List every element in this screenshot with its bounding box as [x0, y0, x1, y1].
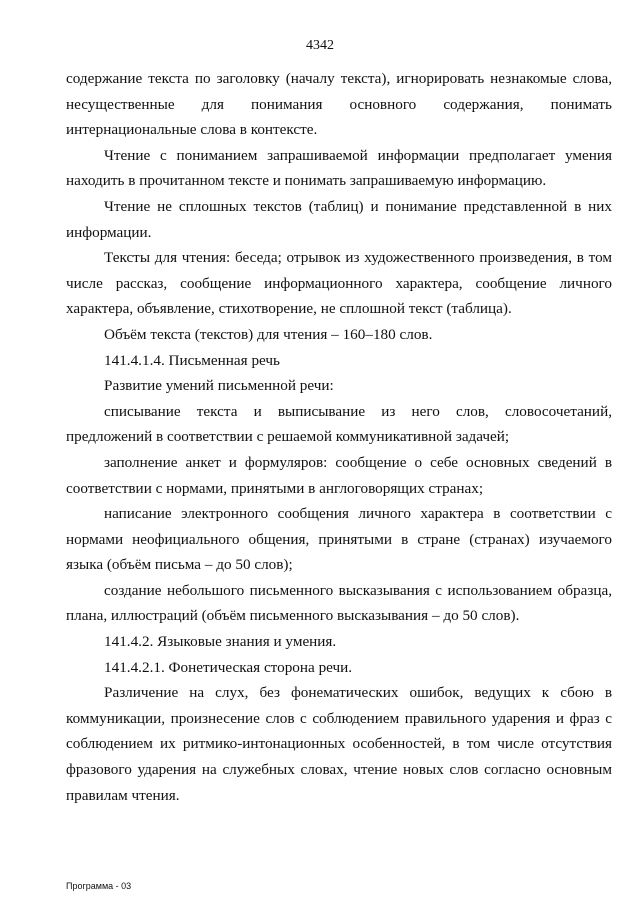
page-footer: Программа - 03 [66, 881, 132, 891]
section-heading-writing: 141.4.1.4. Письменная речь [104, 351, 280, 369]
paragraph-continuation: содержание текста по заголовку (началу текста), игнорировать незнакомые слова, несущественные для понимания основного содержания, понимать интернациональные слова в контексте. [66, 70, 612, 139]
paragraph-writing-email: написание электронного сообщения личного характера в соответствии с нормами неофициального общения, принятыми в стране (странах) изучаемого языка (объём письма – до 50 слов); [66, 505, 612, 574]
paragraph-reading-requested-info: Чтение с пониманием запрашиваемой информации предполагает умения находить в прочитанном тексте и понимать запрашиваемую информацию. [66, 146, 612, 190]
paragraph-reading-volume: Объём текста (текстов) для чтения – 160–180 слов. [104, 325, 433, 343]
paragraph-writing-copying: списывание текста и выписывание из него слов, словосочетаний, предложений в соответствии с решаемой коммуникативной задачей; [66, 402, 612, 446]
section-heading-language: 141.4.2. Языковые знания и умения. [104, 633, 337, 651]
page-number: 4342 [306, 38, 334, 53]
document-body [66, 66, 612, 808]
section-heading-phonetics: 141.4.2.1. Фонетическая сторона речи. [104, 658, 353, 676]
paragraph-reading-tables: Чтение не сплошных текстов (таблиц) и понимание представленной в них информации. [66, 197, 612, 241]
paragraph-writing-skills: Развитие умений письменной речи: [104, 377, 334, 395]
paragraph-writing-statement: создание небольшого письменного высказывания с использованием образца, плана, иллюстраций (объём письменного высказывания – до 50 слов). [66, 581, 612, 625]
paragraph-phonetics: Различение на слух, без фонематических ошибок, ведущих к сбою в коммуникации, произнесение слов с соблюдением правильного ударения и фраз с соблюдением их ритмико-интонационных особенностей, в том числе отсутствия фразового ударения на служебных словах, чтение новых слов согласно основным правилам чтения. [66, 684, 612, 804]
paragraph-reading-texts: Тексты для чтения: беседа; отрывок из художественного произведения, в том числе рассказ, сообщение информационного характера, сообщение личного характера, объявление, стихотворение, не сплошной текст (таблица). [66, 249, 612, 318]
paragraph-writing-forms: заполнение анкет и формуляров: сообщение о себе основных сведений в соответствии с нормами, принятыми в англоговорящих странах; [66, 453, 612, 497]
